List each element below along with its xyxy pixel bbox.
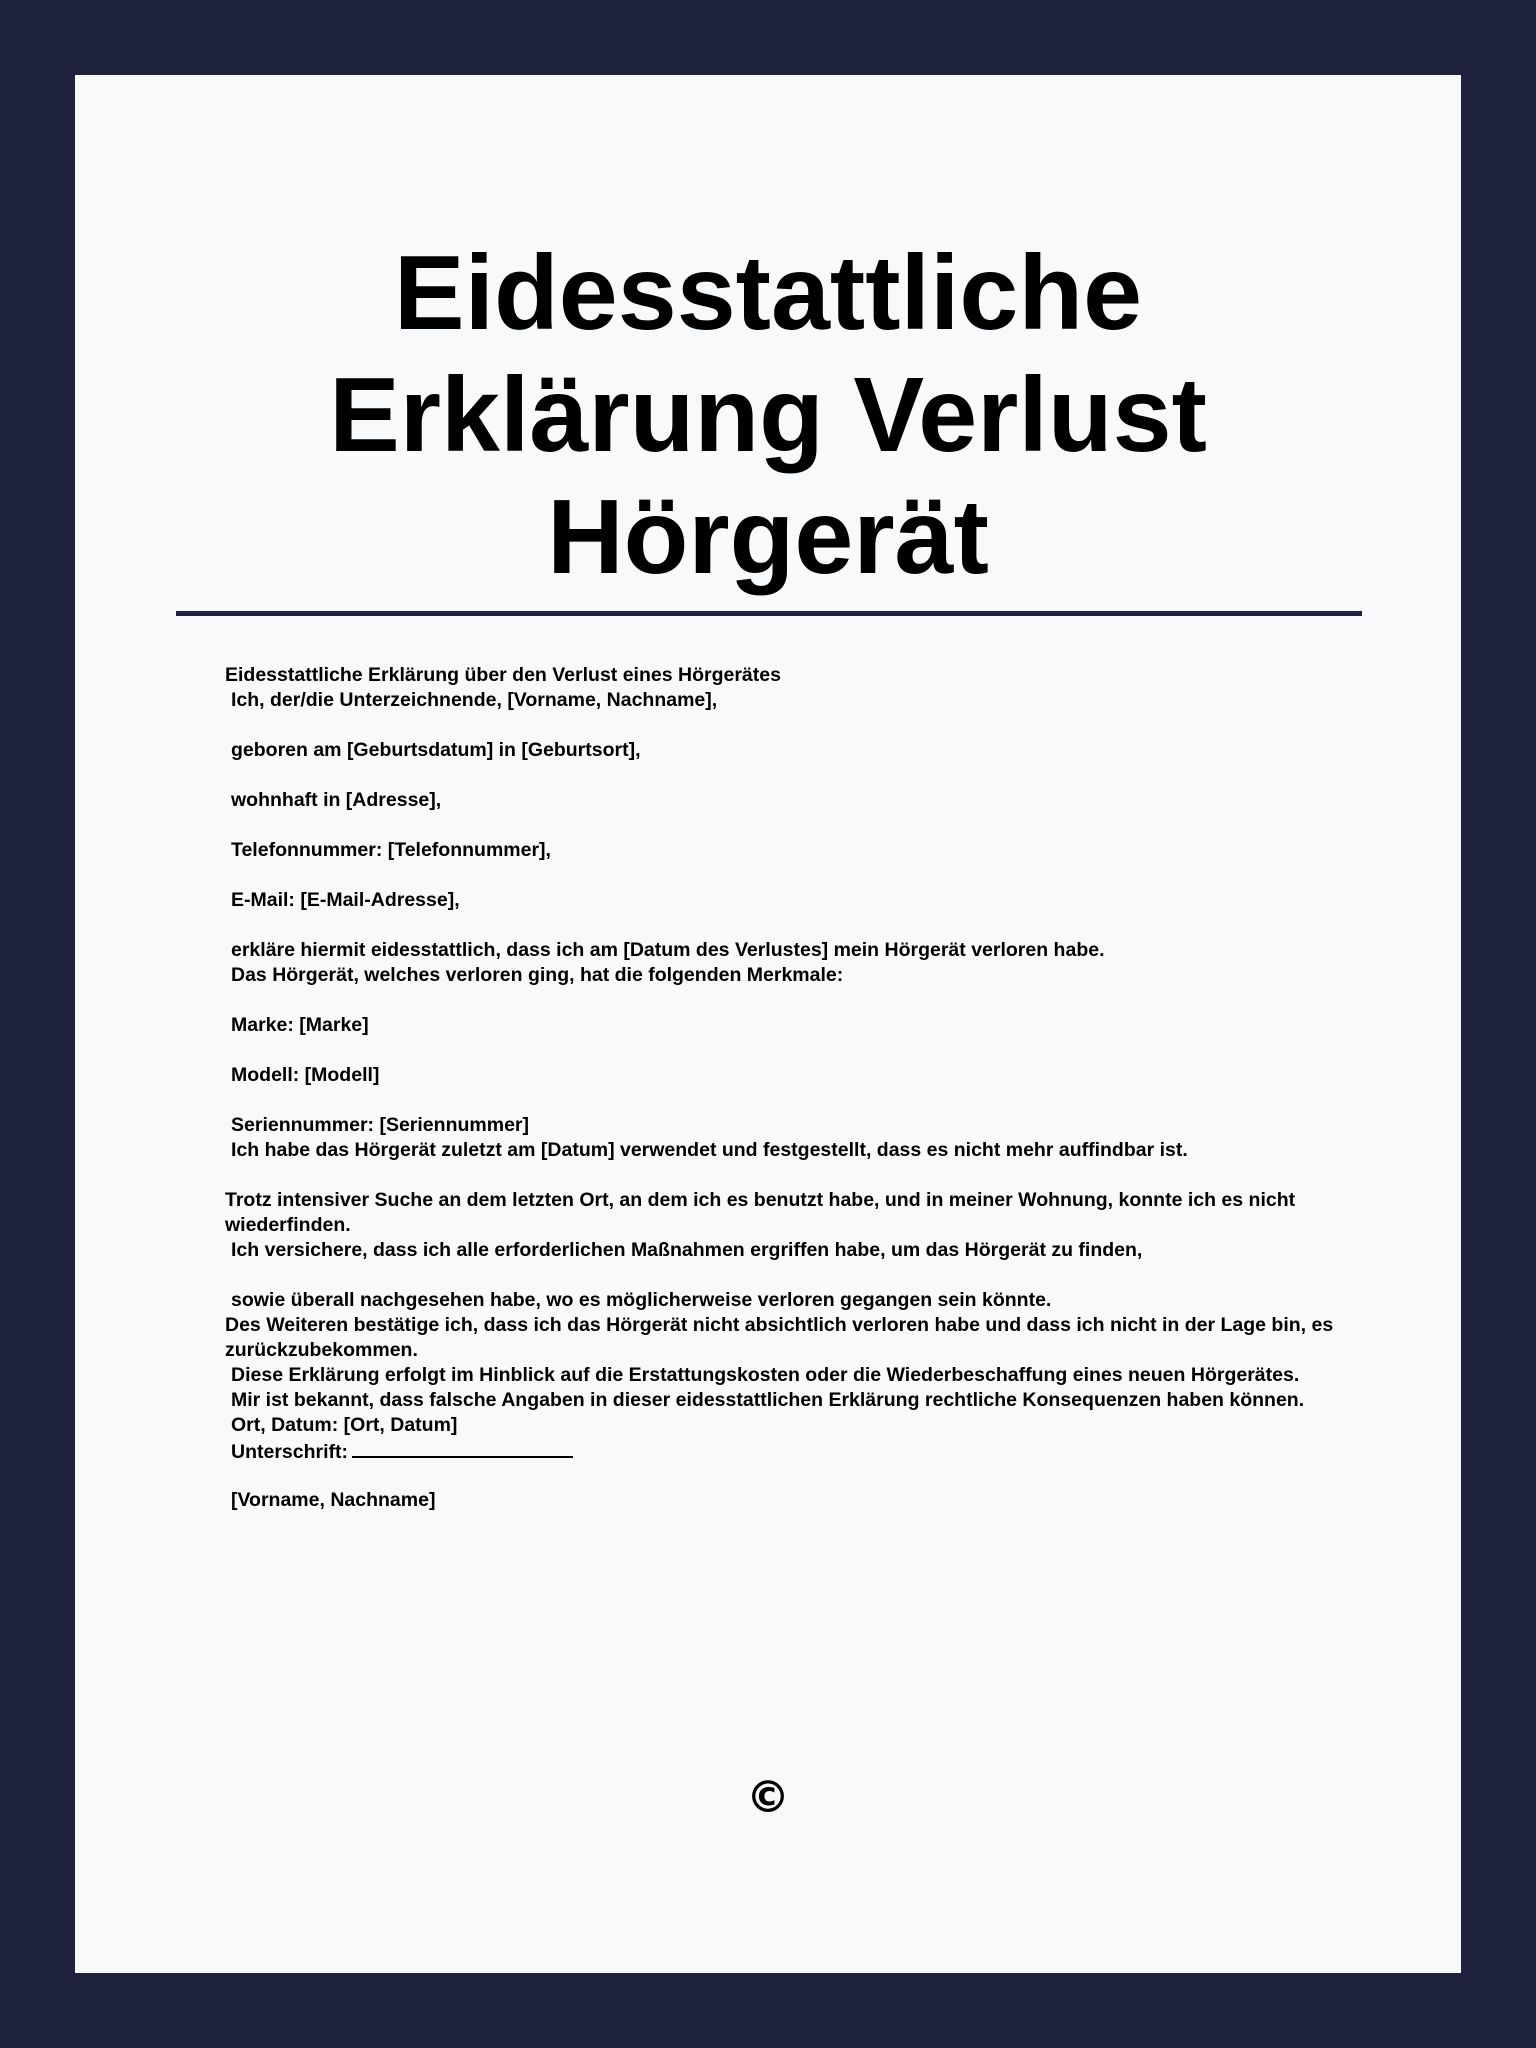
brand-line: Marke: [Marke] [231, 1014, 369, 1036]
document-title [175, 232, 1361, 598]
last-used-line: Ich habe das Hörgerät zuletzt am [Datum] verwendet und festgestellt, dass es nicht mehr auffindbar ist. [231, 1139, 1188, 1161]
place-date-line: Ort, Datum: [Ort, Datum] [231, 1414, 458, 1436]
intro-line: Ich, der/die Unterzeichnende, [Vorname, Nachname], [231, 689, 718, 711]
confirm-paragraph: Des Weiteren bestätige ich, dass ich das Hörgerät nicht absichtlich verloren habe und dass ich nicht in der Lage bin, es zurückzubekommen. [225, 1314, 1334, 1361]
title-line-1: Eidesstattliche [393, 234, 1143, 352]
title-line-3: Hörgerät [547, 478, 989, 596]
spacer [225, 813, 1425, 838]
title-line-2: Erklärung Verlust [329, 356, 1207, 474]
spacer [225, 1463, 1425, 1488]
spacer [225, 713, 1425, 738]
model-line: Modell: [Modell] [231, 1064, 380, 1086]
birth-line: geboren am [Geburtsdatum] in [Geburtsort], [231, 739, 641, 761]
signature-line [352, 1438, 573, 1458]
spacer [225, 913, 1425, 938]
document-page [75, 75, 1461, 1973]
document-body [225, 663, 1425, 1513]
purpose-line: Diese Erklärung erfolgt im Hinblick auf die Erstattungskosten oder die Wiederbeschaffung eines neuen Hörgerätes. [231, 1364, 1300, 1386]
declaration-line: erkläre hiermit eidesstattlich, dass ich am [Datum des Verlustes] mein Hörgerät verloren habe. [231, 939, 1105, 961]
signature-name: [Vorname, Nachname] [231, 1489, 436, 1511]
spacer [225, 1263, 1425, 1288]
signature-row [225, 1438, 1425, 1463]
title-divider [176, 611, 1362, 616]
copyright-symbol: © [746, 1772, 790, 1823]
spacer [225, 988, 1425, 1013]
spacer [225, 1088, 1425, 1113]
search-paragraph: Trotz intensiver Suche an dem letzten Ort, an dem ich es benutzt habe, und in meiner Wohnung, konnte ich es nicht wiederfinden. [225, 1189, 1296, 1236]
signature-label: Unterschrift: [231, 1441, 349, 1463]
assurance-line: Ich versichere, dass ich alle erforderlichen Maßnahmen ergriffen habe, um das Hörgerät zu finden, [231, 1239, 1143, 1261]
awareness-line: Mir ist bekannt, dass falsche Angaben in dieser eidesstattlichen Erklärung rechtliche Konsequenzen haben können. [231, 1389, 1305, 1411]
spacer [225, 1038, 1425, 1063]
spacer [225, 763, 1425, 788]
address-line: wohnhaft in [Adresse], [231, 789, 442, 811]
serial-line: Seriennummer: [Seriennummer] [231, 1114, 529, 1136]
features-intro-line: Das Hörgerät, welches verloren ging, hat die folgenden Merkmale: [231, 964, 844, 986]
body-heading: Eidesstattliche Erklärung über den Verlust eines Hörgerätes [225, 664, 781, 686]
checked-line: sowie überall nachgesehen habe, wo es möglicherweise verloren gegangen sein könnte. [231, 1289, 1052, 1311]
phone-line: Telefonnummer: [Telefonnummer], [231, 839, 551, 861]
spacer [225, 1163, 1425, 1188]
email-line: E-Mail: [E-Mail-Adresse], [231, 889, 460, 911]
spacer [225, 863, 1425, 888]
